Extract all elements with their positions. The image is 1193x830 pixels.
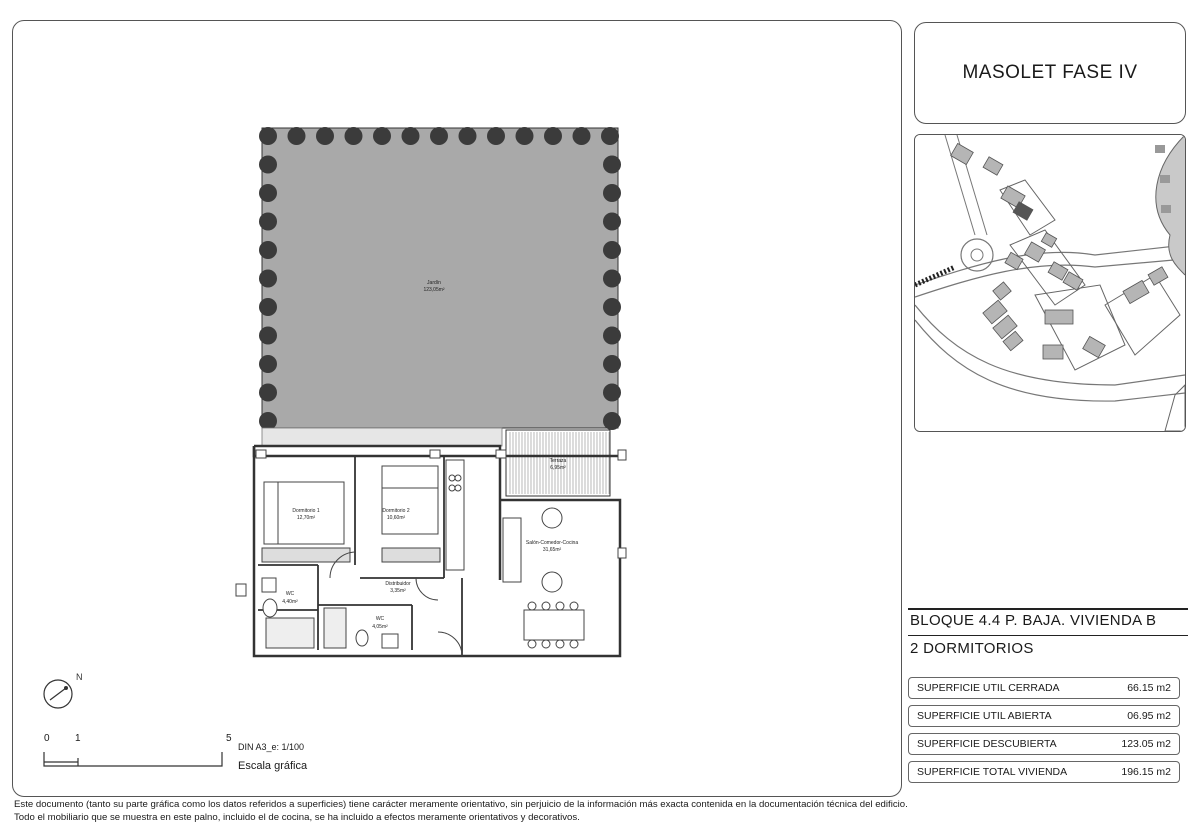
tree-icon bbox=[603, 298, 621, 316]
room-area-dormitorio2: 10,60m² bbox=[386, 515, 406, 521]
area-value: 66.15 m2 bbox=[1127, 682, 1171, 694]
area-label: SUPERFICIE TOTAL VIVIENDA bbox=[917, 766, 1068, 778]
scale-tick-5: 5 bbox=[226, 733, 232, 744]
tree-icon bbox=[603, 355, 621, 373]
room-area-wc2: 4,05m² bbox=[372, 624, 388, 630]
tree-icon bbox=[259, 184, 277, 202]
tree-icon bbox=[288, 127, 306, 145]
tree-icon bbox=[603, 412, 621, 430]
tree-icon bbox=[259, 412, 277, 430]
tree-icon bbox=[603, 270, 621, 288]
room-label-wc2: WC bbox=[375, 616, 385, 622]
north-arrow-icon bbox=[44, 680, 72, 708]
tree-icon bbox=[402, 127, 420, 145]
tree-icon bbox=[259, 298, 277, 316]
tree-icon bbox=[459, 127, 477, 145]
room-label-dormitorio1: Dormitorio 1 bbox=[292, 508, 320, 514]
area-row-util-abierta bbox=[908, 705, 1180, 727]
area-row-total bbox=[908, 761, 1180, 783]
room-label-dormitorio2: Dormitorio 2 bbox=[382, 508, 410, 514]
room-area-dormitorio1: 12,70m² bbox=[296, 515, 316, 521]
unit-bedrooms: 2 DORMITORIOS bbox=[910, 640, 1034, 657]
heading-rule-middle bbox=[908, 635, 1188, 636]
heading-rule-top bbox=[908, 608, 1188, 610]
disclaimer-line-2: Todo el mobiliario que se muestra en este palno, incluido el de cocina, se ha incluido a efectos meramente orientativos y decorativos. bbox=[14, 812, 580, 823]
tree-icon bbox=[373, 127, 391, 145]
tree-icon bbox=[544, 127, 562, 145]
scale-tick-1: 1 bbox=[75, 733, 81, 744]
tree-icon bbox=[259, 241, 277, 259]
tree-icon bbox=[603, 213, 621, 231]
tree-icon bbox=[603, 327, 621, 345]
room-label-terraza: Terraza bbox=[549, 458, 567, 464]
garden-path bbox=[262, 428, 502, 446]
tree-icon bbox=[259, 355, 277, 373]
area-row-util-cerrada bbox=[908, 677, 1180, 699]
area-row-descubierta bbox=[908, 733, 1180, 755]
room-area-jardin: 123,05m² bbox=[423, 287, 445, 293]
tree-icon bbox=[259, 127, 277, 145]
scale-tick-0: 0 bbox=[44, 733, 50, 744]
tree-icon bbox=[259, 270, 277, 288]
room-label-salon: Salón-Comedor-Cocina bbox=[525, 540, 579, 546]
area-value: 06.95 m2 bbox=[1127, 710, 1171, 722]
room-area-wc1: 4,40m² bbox=[282, 599, 298, 605]
area-value: 123.05 m2 bbox=[1121, 738, 1171, 750]
tree-icon bbox=[603, 184, 621, 202]
tree-icon bbox=[316, 127, 334, 145]
tree-icon bbox=[259, 327, 277, 345]
room-area-distribuidor: 3,35m² bbox=[390, 588, 406, 594]
area-label: SUPERFICIE UTIL CERRADA bbox=[917, 682, 1060, 694]
scale-bar bbox=[44, 752, 222, 766]
room-label-jardin: Jardín bbox=[427, 280, 441, 286]
unit-title: BLOQUE 4.4 P. BAJA. VIVIENDA B bbox=[910, 612, 1157, 629]
tree-icon bbox=[603, 241, 621, 259]
tree-icon bbox=[516, 127, 534, 145]
tree-icon bbox=[259, 156, 277, 174]
area-value: 196.15 m2 bbox=[1121, 766, 1171, 778]
room-area-terraza: 6,95m² bbox=[550, 465, 566, 471]
tree-icon bbox=[259, 213, 277, 231]
tree-icon bbox=[259, 384, 277, 402]
scale-label: Escala gráfica bbox=[238, 760, 308, 772]
tree-icon bbox=[573, 127, 591, 145]
disclaimer-line-1: Este documento (tanto su parte gráfica como los datos referidos a superficies) tiene carácter meramente orientativo, sin perjuicio de la información más exacta contenida en la documentación técnica del edificio. bbox=[14, 799, 908, 810]
project-title: MASOLET FASE IV bbox=[962, 62, 1138, 83]
tree-icon bbox=[345, 127, 363, 145]
tree-icon bbox=[487, 127, 505, 145]
tree-icon bbox=[430, 127, 448, 145]
tree-icon bbox=[603, 156, 621, 174]
garden-area bbox=[262, 128, 618, 428]
paper-scale: DIN A3_e: 1/100 bbox=[238, 742, 305, 752]
tree-icon bbox=[601, 127, 619, 145]
room-label-distribuidor: Distribuidor bbox=[385, 581, 411, 587]
area-label: SUPERFICIE UTIL ABIERTA bbox=[917, 710, 1052, 722]
area-label: SUPERFICIE DESCUBIERTA bbox=[917, 738, 1057, 750]
tree-icon bbox=[603, 384, 621, 402]
room-label-wc1: WC bbox=[285, 591, 295, 597]
north-label: N bbox=[76, 672, 83, 682]
room-area-salon: 31,65m² bbox=[542, 547, 562, 553]
